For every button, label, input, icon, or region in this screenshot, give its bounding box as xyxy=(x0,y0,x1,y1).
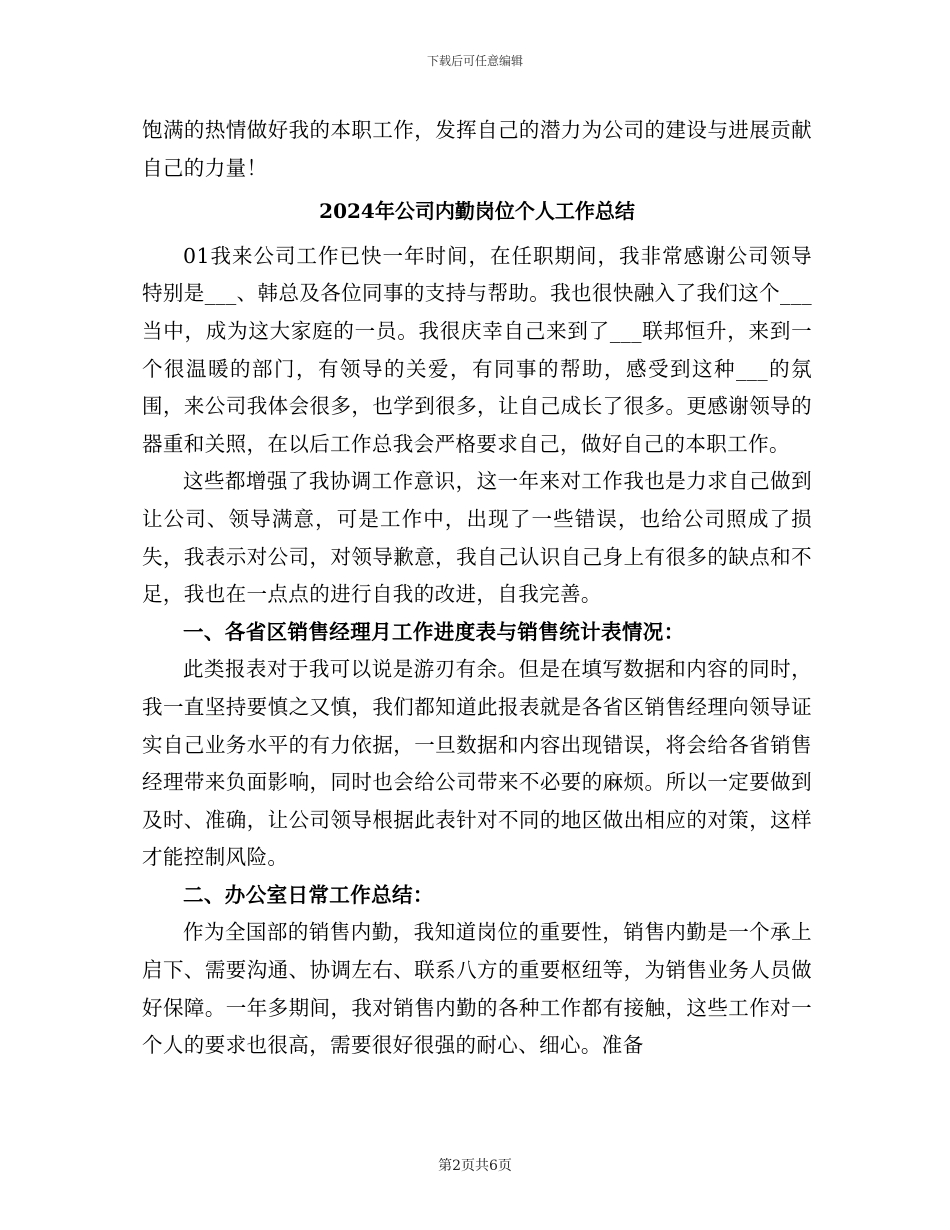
paragraph-2: 这些都增强了我协调工作意识，这一年来对工作我也是力求自己做到让公司、领导满意，可是工作中，出现了一些错误，也给公司照成了损失，我表示对公司，对领导歉意，我自己认识自己身上有很多的缺点和不足，我也在一点点的进行自我的改进，自我完善。 xyxy=(142,469,812,607)
paragraph-3: 此类报表对于我可以说是游刃有余。但是在填写数据和内容的同时，我一直坚持要慎之又慎，我们都知道此报表就是各省区销售经理向领导证实自己业务水平的有力依据，一旦数据和内容出现错误，将会给各省销售经理带来负面影响，同时也会给公司带来不必要的麻烦。所以一定要做到及时、准确，让公司领导根据此表针对不同的地区做出相应的对策，这样才能控制风险。 xyxy=(142,657,812,870)
intro-paragraph: 饱满的热情做好我的本职工作，发挥自己的潜力为公司的建设与进展贡献自己的力量！ xyxy=(142,118,812,180)
page-header-note: 下载后可任意编辑 xyxy=(426,54,523,68)
paragraph-4: 作为全国部的销售内勤，我知道岗位的重要性，销售内勤是一个承上启下、需要沟通、协调左右、联系八方的重要枢纽等，为销售业务人员做好保障。一年多期间，我对销售内勤的各种工作都有接触，这些工作对一个人的要求也很高，需要很好很强的耐心、细心。准备 xyxy=(142,920,812,1058)
section-heading-1: 一、各省区销售经理月工作进度表与销售统计表情况： xyxy=(183,619,685,644)
section-heading-2: 二、办公室日常工作总结： xyxy=(183,882,434,907)
paragraph-1: 01我来公司工作已快一年时间，在任职期间，我非常感谢公司领导特别是___、韩总及各位同事的支持与帮助。我也很快融入了我们这个___当中，成为这大家庭的一员。我很庆幸自己来到了___联邦恒升，来到一个很温暖的部门，有领导的关爱，有同事的帮助，感受到这种___的氛围，来公司我体会很多，也学到很多，让自己成长了很多。更感谢领导的器重和关照，在以后工作总我会严格要求自己，做好自己的本职工作。 xyxy=(142,243,812,456)
page-number-footer: 第2页共6页 xyxy=(438,1158,512,1174)
document-body xyxy=(142,112,812,1065)
document-title: 2024年公司内勤岗位个人工作总结 xyxy=(319,199,635,224)
